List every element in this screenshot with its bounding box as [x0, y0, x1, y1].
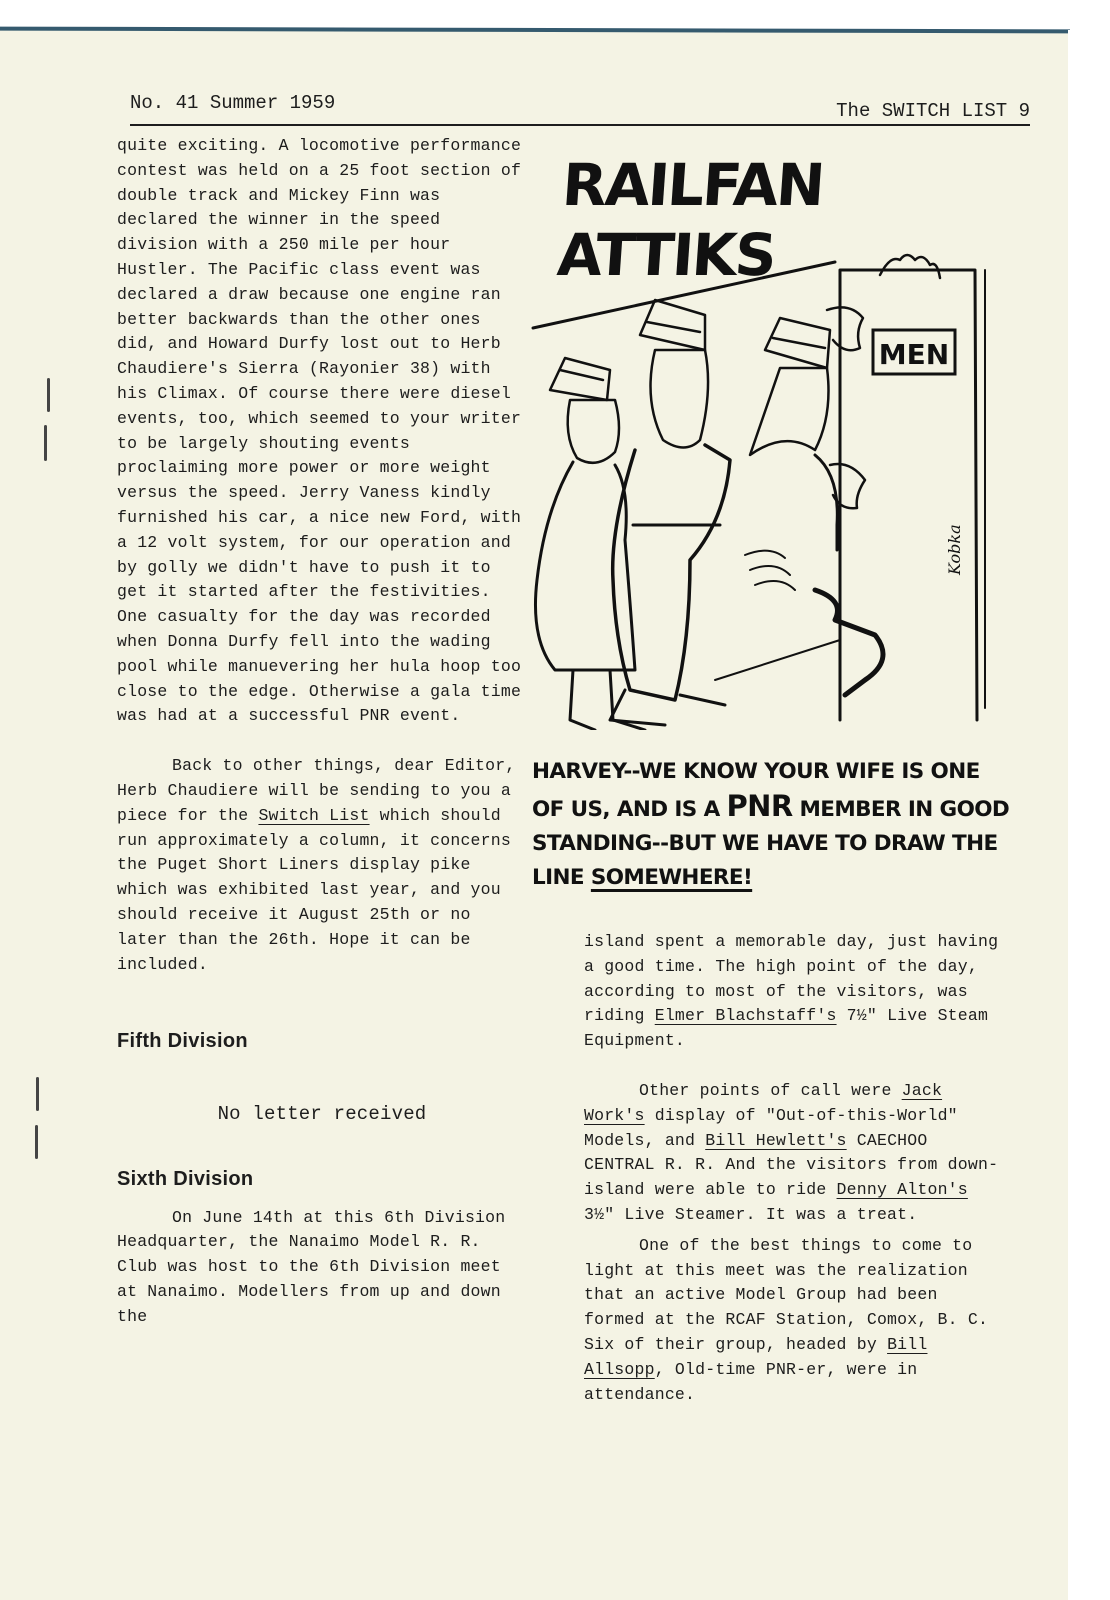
- staple-mark: [47, 378, 50, 412]
- woman-hat: [550, 358, 610, 400]
- right-column: [584, 930, 999, 1407]
- woman-head: [568, 400, 619, 463]
- door-sign-text: MEN: [878, 338, 950, 371]
- smoke-lines: [745, 551, 795, 590]
- header-rule: [130, 124, 1030, 126]
- men-sign: [873, 330, 955, 374]
- somewhere-emphasis: SOMEWHERE!: [590, 865, 753, 890]
- staple-mark: [36, 1077, 39, 1111]
- publication-title: The SWITCH LIST 9: [836, 100, 1030, 122]
- staple-mark: [35, 1125, 38, 1159]
- cartoon-caption: HARVEY--WE KNOW YOUR WIFE IS ONE OF US, AND IS A PNR MEMBER IN GOOD STANDING--BUT WE HAVE TO DRAW THE LINE SOMEWHERE!: [532, 759, 1010, 890]
- jack-work-reference: Jack Work's: [584, 1080, 943, 1125]
- bill-allsopp-reference: Bill Allsopp: [584, 1334, 928, 1379]
- cartoon-title: RAILFAN ATTIKS: [555, 151, 826, 289]
- elmer-blachstaff-reference: Elmer Blachstaff's: [654, 1006, 837, 1026]
- sixth-division-heading: Sixth Division: [117, 1167, 254, 1190]
- tall-man-feet: [610, 690, 725, 725]
- tall-man-head: [651, 350, 709, 448]
- floor-shadow: [815, 590, 883, 695]
- hand-top: [880, 255, 940, 278]
- paragraph-editor: Back to other things, dear Editor, Herb Chaudiere will be sending to you a piece for the Switch List which should run approximately a column, it concerns the Puget Short Liners display pike which was exhibited last year, and you should receive it August 25th or no later than the 26th. Hope it can be included.: [117, 756, 516, 974]
- paragraph-points-of-call: Other points of call were Jack Work's display of "Out-of-this-World" Models, and Bill Hewlett's CAECHOO CENTRAL R. R. And the visitors from down-island were able to ride Denny Alton's 3½" Live Steamer. It was a treat.: [584, 1080, 999, 1224]
- page-edge: [1068, 30, 1110, 1600]
- floor-line: [715, 640, 840, 680]
- fifth-division-heading: Fifth Division: [117, 1030, 248, 1053]
- peeking-man-hat: [765, 318, 830, 368]
- no-letter-note: No letter received: [217, 1103, 427, 1126]
- peeking-man-face: [750, 368, 829, 455]
- page-header: [130, 92, 1030, 126]
- staple-mark: [44, 425, 47, 461]
- paragraph-rcaf-group: One of the best things to come to light at this meet was the realization that an active Model Group had been formed at the RCAF Station, Comox, B. C. Six of their group, headed by Bill Allsopp, Old-time PNR-er, were in attendance.: [584, 1235, 989, 1404]
- paragraph-contest: quite exciting. A locomotive performance contest was held on a 25 foot section of double track and Mickey Finn was declared the winner in the speed division with a 250 mile per hour Hustler. The Pacific class event was declared a draw because one engine ran better backwards than the other ones did, and Howard Durfy lost out to Herb Chaudiere's Sierra (Rayonier 38) with his Climax. Of course there were diesel events, too, which seemed to your writer to be largely shouting events proclaiming more power or more weight versus the speed. Jerry Vaness kindly furnished his car, a nice new Ford, with a 12 volt system, for our operation and by golly we didn't have to push it to get it started after the festivities. One casualty for the day was recorded when Donna Durfy fell into the wading pool while manuevering her hula hoop too close to the edge. Otherwise a gala time was had at a successful PNR event.: [117, 136, 522, 726]
- tall-man-body: [613, 445, 730, 700]
- issue-label: No. 41 Summer 1959: [130, 92, 336, 114]
- bill-hewlett-reference: Bill Hewlett's: [705, 1130, 847, 1150]
- denny-alton-reference: Denny Alton's: [836, 1180, 968, 1200]
- tall-man-hat: [640, 300, 705, 350]
- artist-signature: Kobka: [945, 524, 964, 575]
- switch-list-reference: Switch List: [258, 805, 370, 825]
- paragraph-sixth-division: On June 14th at this 6th Division Headquarter, the Nanaimo Model R. R. Club was host to the 6th Division meet at Nanaimo. Modellers from up and down the: [117, 1207, 506, 1326]
- cartoon-illustration: [515, 240, 1010, 730]
- wall-line: [533, 262, 835, 328]
- scan-top-margin: [0, 0, 1110, 30]
- paragraph-live-steam: island spent a memorable day, just having a good time. The high point of the day, according to most of the visitors, was riding Elmer Blachstaff's 7½" Live Steam Equipment.: [584, 932, 999, 1051]
- pnr-emphasis: PNR: [726, 789, 793, 823]
- peeking-man-body: [815, 455, 837, 550]
- left-column: [117, 134, 527, 1330]
- hand-side-top: [827, 307, 863, 350]
